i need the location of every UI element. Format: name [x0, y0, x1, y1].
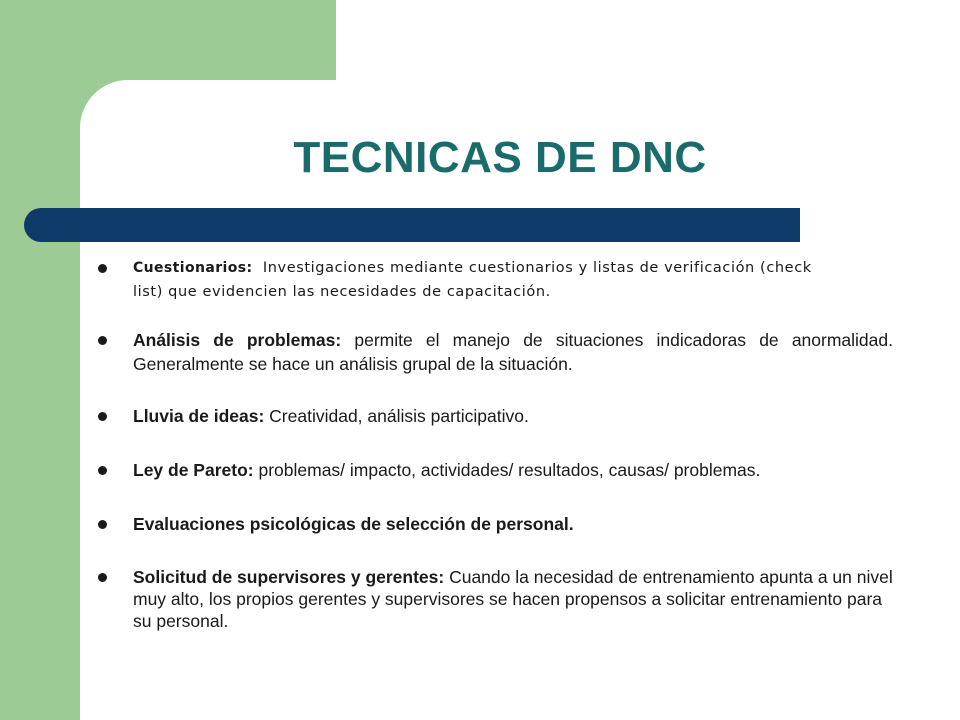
bullet-dot-icon [98, 573, 107, 582]
bullet-dot-icon [98, 466, 107, 475]
bullet-text: Investigaciones mediante cuestionarios y listas de verificación (check list) que evidencien las necesidades de capacitación. [133, 260, 817, 300]
bullet-term: Evaluaciones psicológicas de selección de personal. [133, 514, 574, 534]
bullet-dot-icon [98, 264, 107, 273]
bullet-text: Creatividad, análisis participativo. [264, 406, 529, 426]
bullet-item-ley-pareto [133, 458, 893, 482]
bullet-term: Solicitud de supervisores y gerentes: [133, 567, 445, 587]
bullet-term: Ley de Pareto: [133, 460, 254, 480]
bullet-text: problemas/ impacto, actividades/ resultados, causas/ problemas. [253, 460, 761, 480]
bullet-dot-icon [98, 336, 107, 345]
bullet-item-cuestionarios [133, 256, 833, 304]
bullet-item-solicitud [133, 566, 893, 632]
bullet-item-evaluaciones [133, 512, 893, 536]
bullet-text: Cuando la necesidad de entrenamiento apunta a un nivel muy alto, los propios gerentes y supervisores se hacen propensos a solicitar entrenamiento para su personal. [133, 567, 893, 631]
bullet-term: Cuestionarios: [133, 260, 253, 276]
slide-title: TECNICAS DE DNC [293, 133, 707, 182]
bullet-item-lluvia-ideas [133, 404, 893, 428]
title-underline-bar [24, 208, 800, 242]
bullet-term: Análisis de problemas: [133, 330, 342, 350]
bullet-text: permite el manejo de situaciones indicadoras de anormalidad. Generalmente se hace un análisis grupal de la situación. [133, 330, 893, 374]
bullet-dot-icon [98, 520, 107, 529]
bullet-item-analisis-problemas [133, 328, 893, 376]
bullet-term: Lluvia de ideas: [133, 406, 265, 426]
bullet-dot-icon [98, 412, 107, 421]
